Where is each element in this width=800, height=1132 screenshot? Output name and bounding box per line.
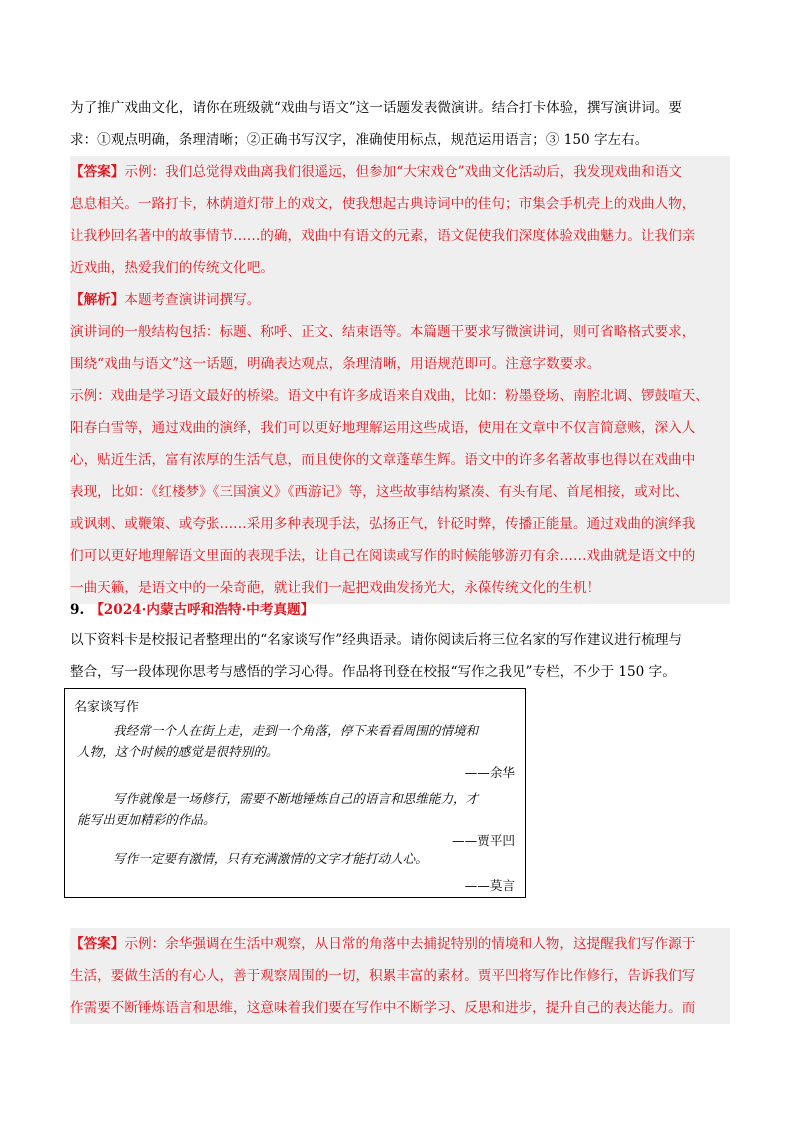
answer-text: 示例：余华强调在生活中观察，从日常的角落中去捕捉特别的情境和人物，这提醒我们写作源于: [124, 936, 696, 952]
question-source: 【2024·内蒙古呼和浩特·中考真题】: [90, 602, 315, 618]
q8-analysis-line: [70, 284, 730, 316]
q8-answer-line: 息息相关。一路打卡，林荫道灯带上的戏文，使我想起古典诗词中的佳句；市集会手机壳上的戏曲人物，: [70, 188, 730, 220]
q8-prompt: [70, 92, 730, 156]
card-author-jiapingwa: ——贾平凹: [452, 833, 515, 848]
q8-answer-line: 让我秒回名著中的故事情节……的确，戏曲中有语文的元素，语文促使我们深度体验戏曲魅力。让我们亲: [70, 220, 730, 252]
q8-analysis-line: 围绕“戏曲与语文”这一话题，明确表达观点，条理清晰，用语规范即可。注意字数要求。: [70, 348, 730, 380]
q8-analysis-line: 一曲天籁，是语文中的一朵奇葩，就让我们一起把戏曲发扬光大，永葆传统文化的生机！: [70, 572, 730, 604]
q9-heading: [70, 594, 730, 626]
card-title: 名家谈写作: [74, 700, 140, 715]
answer-tag: 【答案】: [70, 936, 125, 952]
card-author-moyan: ——莫言: [464, 878, 515, 893]
question-number: 9.: [70, 602, 85, 618]
q8-analysis-line: 表现，比如：《红楼梦》《三国演义》《西游记》等，这些故事结构紧凑、有头有尾、首尾相接，或对比、: [70, 476, 730, 508]
q9-prompt-line: 以下资料卡是校报记者整理出的“名家谈写作”经典语录。请你阅读后将三位名家的写作建议进行梳理与: [70, 632, 683, 648]
q8-analysis-line: 们可以更好地理解语文里面的表现手法，让自己在阅读或写作的时候能够游刃有余……戏曲就是语文中的: [70, 540, 730, 572]
q8-prompt-line: 求：①观点明确，条理清晰；②正确书写汉字，准确使用标点，规范运用语言；③ 150 字左右。: [70, 132, 649, 148]
analysis-text: 本题考查演讲词撰写。: [124, 292, 261, 308]
answer-text: 示例：我们总觉得戏曲离我们很遥远，但参加“大宋戏仓”戏曲文化活动后，我发现戏曲和语文: [124, 164, 683, 180]
card-quote-yuhua: 我经常一个人在街上走，走到一个角落，停下来看看周围的情境和 人物，这个时候的感觉是很特别的。: [77, 723, 479, 759]
q8-analysis-line: 心，贴近生活，富有浓厚的生活气息，而且使你的文章蓬荜生辉。语文中的许多名著故事也得以在戏曲中: [70, 444, 730, 476]
analysis-tag: 【解析】: [70, 292, 125, 308]
card-quote-jiapingwa: 写作就像是一场修行，需要不断地锤炼自己的语言和思维能力，才 能写出更加精彩的作品。: [77, 791, 479, 827]
q8-analysis-line: 演讲词的一般结构包括：标题、称呼、正文、结束语等。本篇题干要求写微演讲词，则可省略格式要求，: [70, 316, 730, 348]
q9-answer: [70, 928, 730, 1024]
q8-answer-line: [70, 156, 730, 188]
q9-answer-line: 生活，要做生活的有心人，善于观察周围的一切，积累丰富的素材。贾平凹将写作比作修行，告诉我们写: [70, 960, 730, 992]
card-author-yuhua: ——余华: [464, 765, 515, 780]
q8-answer-line: 近戏曲，热爱我们的传统文化吧。: [70, 252, 730, 284]
q9-answer-line: 作需要不断锤炼语言和思维，这意味着我们要在写作中不断学习、反思和进步，提升自己的表达能力。而: [70, 992, 730, 1024]
q8-analysis-line: 或讽刺、或鞭策、或夸张……采用多种表现手法，弘扬正气，针砭时弊，传播正能量。通过戏曲的演绎我: [70, 508, 730, 540]
q9-answer-line: [70, 928, 730, 960]
q8-analysis-line: 阳春白雪等，通过戏曲的演绎，我们可以更好地理解运用这些成语，使用在文章中不仅言简意赅，深入人: [70, 412, 730, 444]
q9-prompt-line: 整合，写一段体现你思考与感悟的学习心得。作品将刊登在校报“写作之我见”专栏，不少于 150 字。: [70, 664, 676, 680]
card-quote-moyan: 写作一定要有激情，只有充满激情的文字才能打动人心。: [113, 851, 428, 866]
resource-card: [64, 688, 526, 898]
q8-answer: [70, 156, 730, 604]
q8-prompt-line: 为了推广戏曲文化，请你在班级就“戏曲与语文”这一话题发表微演讲。结合打卡体验，撰写演讲词。要: [70, 100, 683, 116]
answer-tag: 【答案】: [70, 164, 125, 180]
q9-prompt: [70, 624, 730, 688]
q8-analysis-line: 示例：戏曲是学习语文最好的桥梁。语文中有许多成语来自戏曲，比如：粉墨登场、南腔北调、锣鼓喧天、: [70, 380, 730, 412]
